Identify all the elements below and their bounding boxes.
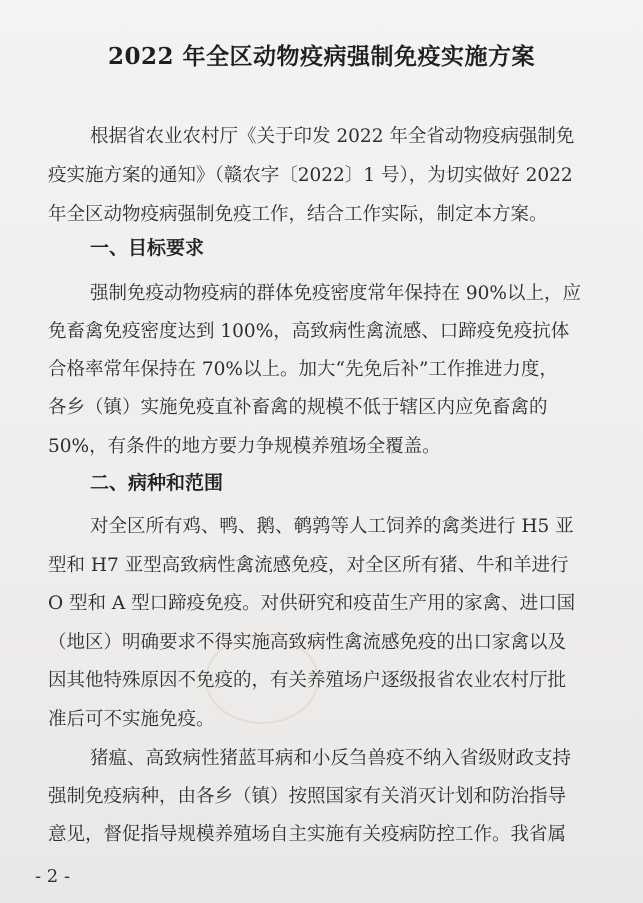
intro-line: 年全区动物疫病强制免疫工作，结合工作实际，制定本方案。 [48,204,548,225]
section-line: （地区）明确要求不得实施高致病性禽流感免疫的出口家禽以及 [48,632,567,653]
section-line: 强制免疫动物疫病的群体免疫密度常年保持在 90%以上，应 [90,283,582,304]
section-line: 型和 H7 亚型高致病性禽流感免疫，对全区所有猪、牛和羊进行 [48,555,569,576]
document-title: 2022 年全区动物疫病强制免疫实施方案 [107,43,536,70]
section-heading-disease-scope: 二、病种和范围 [90,472,224,494]
section-line: O 型和 A 型口蹄疫免疫。对供研究和疫苗生产用的家禽、进口国 [48,593,576,614]
intro-line: 疫实施方案的通知》（赣农字〔2022〕1 号），为切实做好 2022 [48,165,573,186]
section-line: 对全区所有鸡、鸭、鹅、鹌鹑等人工饲养的禽类进行 H5 亚 [90,516,574,537]
intro-line: 根据省农业农村厅《关于印发 2022 年全省动物疫病强制免 [90,126,575,147]
section-line: 猪瘟、高致病性猪蓝耳病和小反刍兽疫不纳入省级财政支持 [90,748,572,769]
section-heading-goals: 一、目标要求 [90,237,205,259]
page-number: - 2 - [35,866,71,887]
section-line: 合格率常年保持在 70%以上。加大“先免后补”工作推进力度， [48,359,558,380]
section-line: 准后可不实施免疫。 [48,709,215,730]
section-line: 因其他特殊原因不免疫的，有关养殖场户逐级报省农业农村厅批 [48,670,567,691]
section-line: 各乡（镇）实施免疫直补畜禽的规模不低于辖区内应免畜禽的 [48,397,548,418]
section-line: 50%，有条件的地方要力争规模养殖场全覆盖。 [48,436,441,457]
section-line: 免畜禽免疫密度达到 100%，高致病性禽流感、口蹄疫免疫抗体 [48,321,570,342]
section-line: 意见，督促指导规模养殖场自主实施有关疫病防控工作。我省属 [48,824,567,845]
section-line: 强制免疫病种，由各乡（镇）按照国家有关消灭计划和防治指导 [48,786,567,807]
